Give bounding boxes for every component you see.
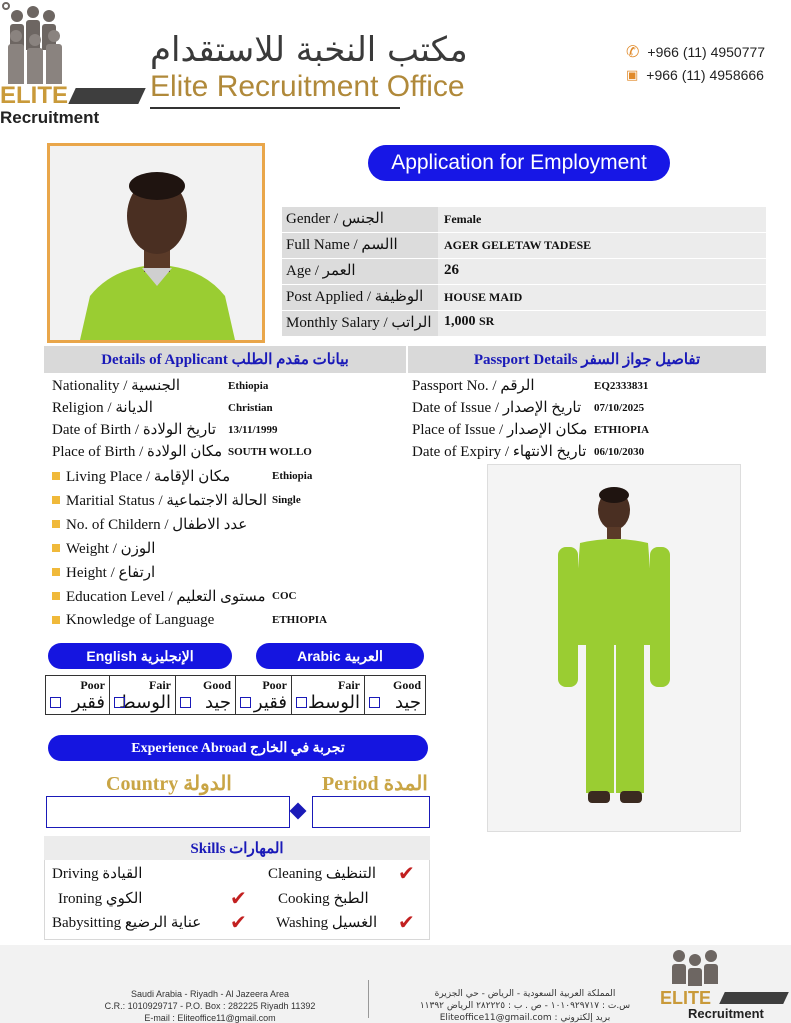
personal-row-language: Knowledge of Language ETHIOPIA xyxy=(52,609,432,631)
passport-details xyxy=(408,375,766,463)
check-icon: ✔ xyxy=(230,910,247,934)
personal-row-living: Living Place / مكان الإقامة Ethiopia xyxy=(52,465,432,487)
company-logo xyxy=(0,0,150,135)
skill-cleaning: Cleaning التنظيف xyxy=(268,866,377,882)
fax-icon: ▣ xyxy=(626,67,639,83)
skill-cooking: Cooking الطبخ xyxy=(278,891,369,907)
detail-row: Place of Birth / مكان الولادة SOUTH WOLLO xyxy=(52,444,312,460)
check-icon: ✔ xyxy=(230,886,247,910)
personal-row-education: Education Level / مستوى التعليم COC xyxy=(52,585,432,607)
grade-checkbox[interactable] xyxy=(114,697,125,708)
detail-row: Passport No. / الرقم EQ2333831 xyxy=(412,378,649,394)
skill-babysitting: Babysitting عناية الرضيع xyxy=(52,915,202,931)
detail-row: Religion / الديانة Christian xyxy=(52,400,273,416)
country-label: Country الدولة xyxy=(106,773,232,795)
detail-row: Date of Expiry / تاريخ الانتهاء 06/10/2030 xyxy=(412,444,645,460)
grade-checkbox[interactable] xyxy=(296,697,307,708)
footer-arabic: المملكة العربية السعودية - الرياض - حي الجزيرة س.ت : ١٠١٠٩٢٩٧١٧ - ص . ب : ٢٨٢٢٢٥ الرياض ١١٣٩٢ Eliteoffice11@gmail.com : بريد إلكتروني xyxy=(419,989,631,1023)
full-body-figure xyxy=(488,465,740,831)
country-field[interactable] xyxy=(46,796,290,828)
grade-arabic-poor: Poor فقير xyxy=(235,675,291,715)
applicant-portrait xyxy=(47,143,265,343)
period-label: Period المدة xyxy=(322,773,428,795)
logo-word: ELITE xyxy=(0,82,69,109)
summary-row-age: Age / العمر 26 xyxy=(282,259,766,284)
brand-arabic: مكتب النخبة للاستقدام xyxy=(150,30,468,70)
diamond-icon xyxy=(290,803,307,820)
brand-underline xyxy=(150,107,400,109)
personal-row-marital: Maritial Status / الحالة الاجتماعية Single xyxy=(52,489,432,511)
applicant-details xyxy=(48,375,406,463)
applicant-full-photo xyxy=(487,464,741,832)
grade-english-good: Good جيد xyxy=(175,675,235,715)
footer-english: Saudi Arabia - Riyadh - Al Jazeera Area C.R.: 1010929717 - P.O. Box : 282225 Riyadh 11392 E-mail : Eliteoffice11@gmail.com xyxy=(104,989,316,1023)
check-icon: ✔ xyxy=(398,910,415,934)
summary-row-post: Post Applied / الوظيفة HOUSE MAID xyxy=(282,285,766,310)
phone-icon: ✆ xyxy=(626,42,640,61)
footer-divider xyxy=(368,980,369,1018)
grade-checkbox[interactable] xyxy=(369,697,380,708)
phone-line-2: ▣ +966 (11) 4958666 xyxy=(626,67,764,83)
detail-row: Place of Issue / مكان الإصدار ETHIOPIA xyxy=(412,422,650,438)
grade-checkbox[interactable] xyxy=(180,697,191,708)
grade-arabic-fair: Fair الوسط xyxy=(291,675,364,715)
english-pill: English الإنجليزية xyxy=(48,643,232,669)
skill-driving: Driving القيادة xyxy=(52,866,143,882)
grade-english-poor: Poor فقير xyxy=(45,675,109,715)
passport-heading: Passport Details تفاصيل جواز السفر xyxy=(408,346,766,373)
grade-checkbox[interactable] xyxy=(50,697,61,708)
personal-row-children: No. of Childern / عدد الاطفال xyxy=(52,513,432,535)
summary-row-salary: Monthly Salary / الراتب 1,000 SR xyxy=(282,311,766,336)
period-field[interactable] xyxy=(312,796,430,828)
grade-arabic-good: Good جيد xyxy=(364,675,426,715)
grade-english-fair: Fair الوسط xyxy=(109,675,175,715)
grade-checkbox[interactable] xyxy=(240,697,251,708)
summary-row-name: Full Name / االسم AGER GELETAW TADESE xyxy=(282,233,766,258)
detail-row: Nationality / الجنسية Ethiopia xyxy=(52,378,269,394)
phone-line-1: ✆ +966 (11) 4950777 xyxy=(626,42,766,61)
arabic-pill: Arabic العربية xyxy=(256,643,424,669)
detail-row: Date of Birth / تاريخ الولادة 13/11/1999 xyxy=(52,422,278,438)
applicant-heading: Details of Applicant بيانات مقدم الطلب xyxy=(44,346,406,373)
footer-logo: ELITE Recruitment xyxy=(660,950,790,1022)
experience-pill: Experience Abroad تجربة في الخارج xyxy=(48,735,428,761)
brand-english: Elite Recruitment Office xyxy=(150,70,465,103)
summary-row-gender: Gender / الجنس Female xyxy=(282,207,766,232)
check-icon: ✔ xyxy=(398,861,415,885)
logo-sub: Recruitment xyxy=(0,108,100,127)
skills-heading: Skills المهارات xyxy=(44,836,430,860)
detail-row: Date of Issue / تاريخ الإصدار 07/10/2025 xyxy=(412,400,645,416)
portrait-figure xyxy=(50,146,262,340)
personal-row-height: Height / ارتفاع xyxy=(52,561,432,583)
skill-ironing: Ironing الكوي xyxy=(58,891,143,907)
skill-washing: Washing الغسيل xyxy=(276,915,378,931)
personal-row-weight: Weight / الوزن xyxy=(52,537,432,559)
page-title: Application for Employment xyxy=(368,145,670,181)
